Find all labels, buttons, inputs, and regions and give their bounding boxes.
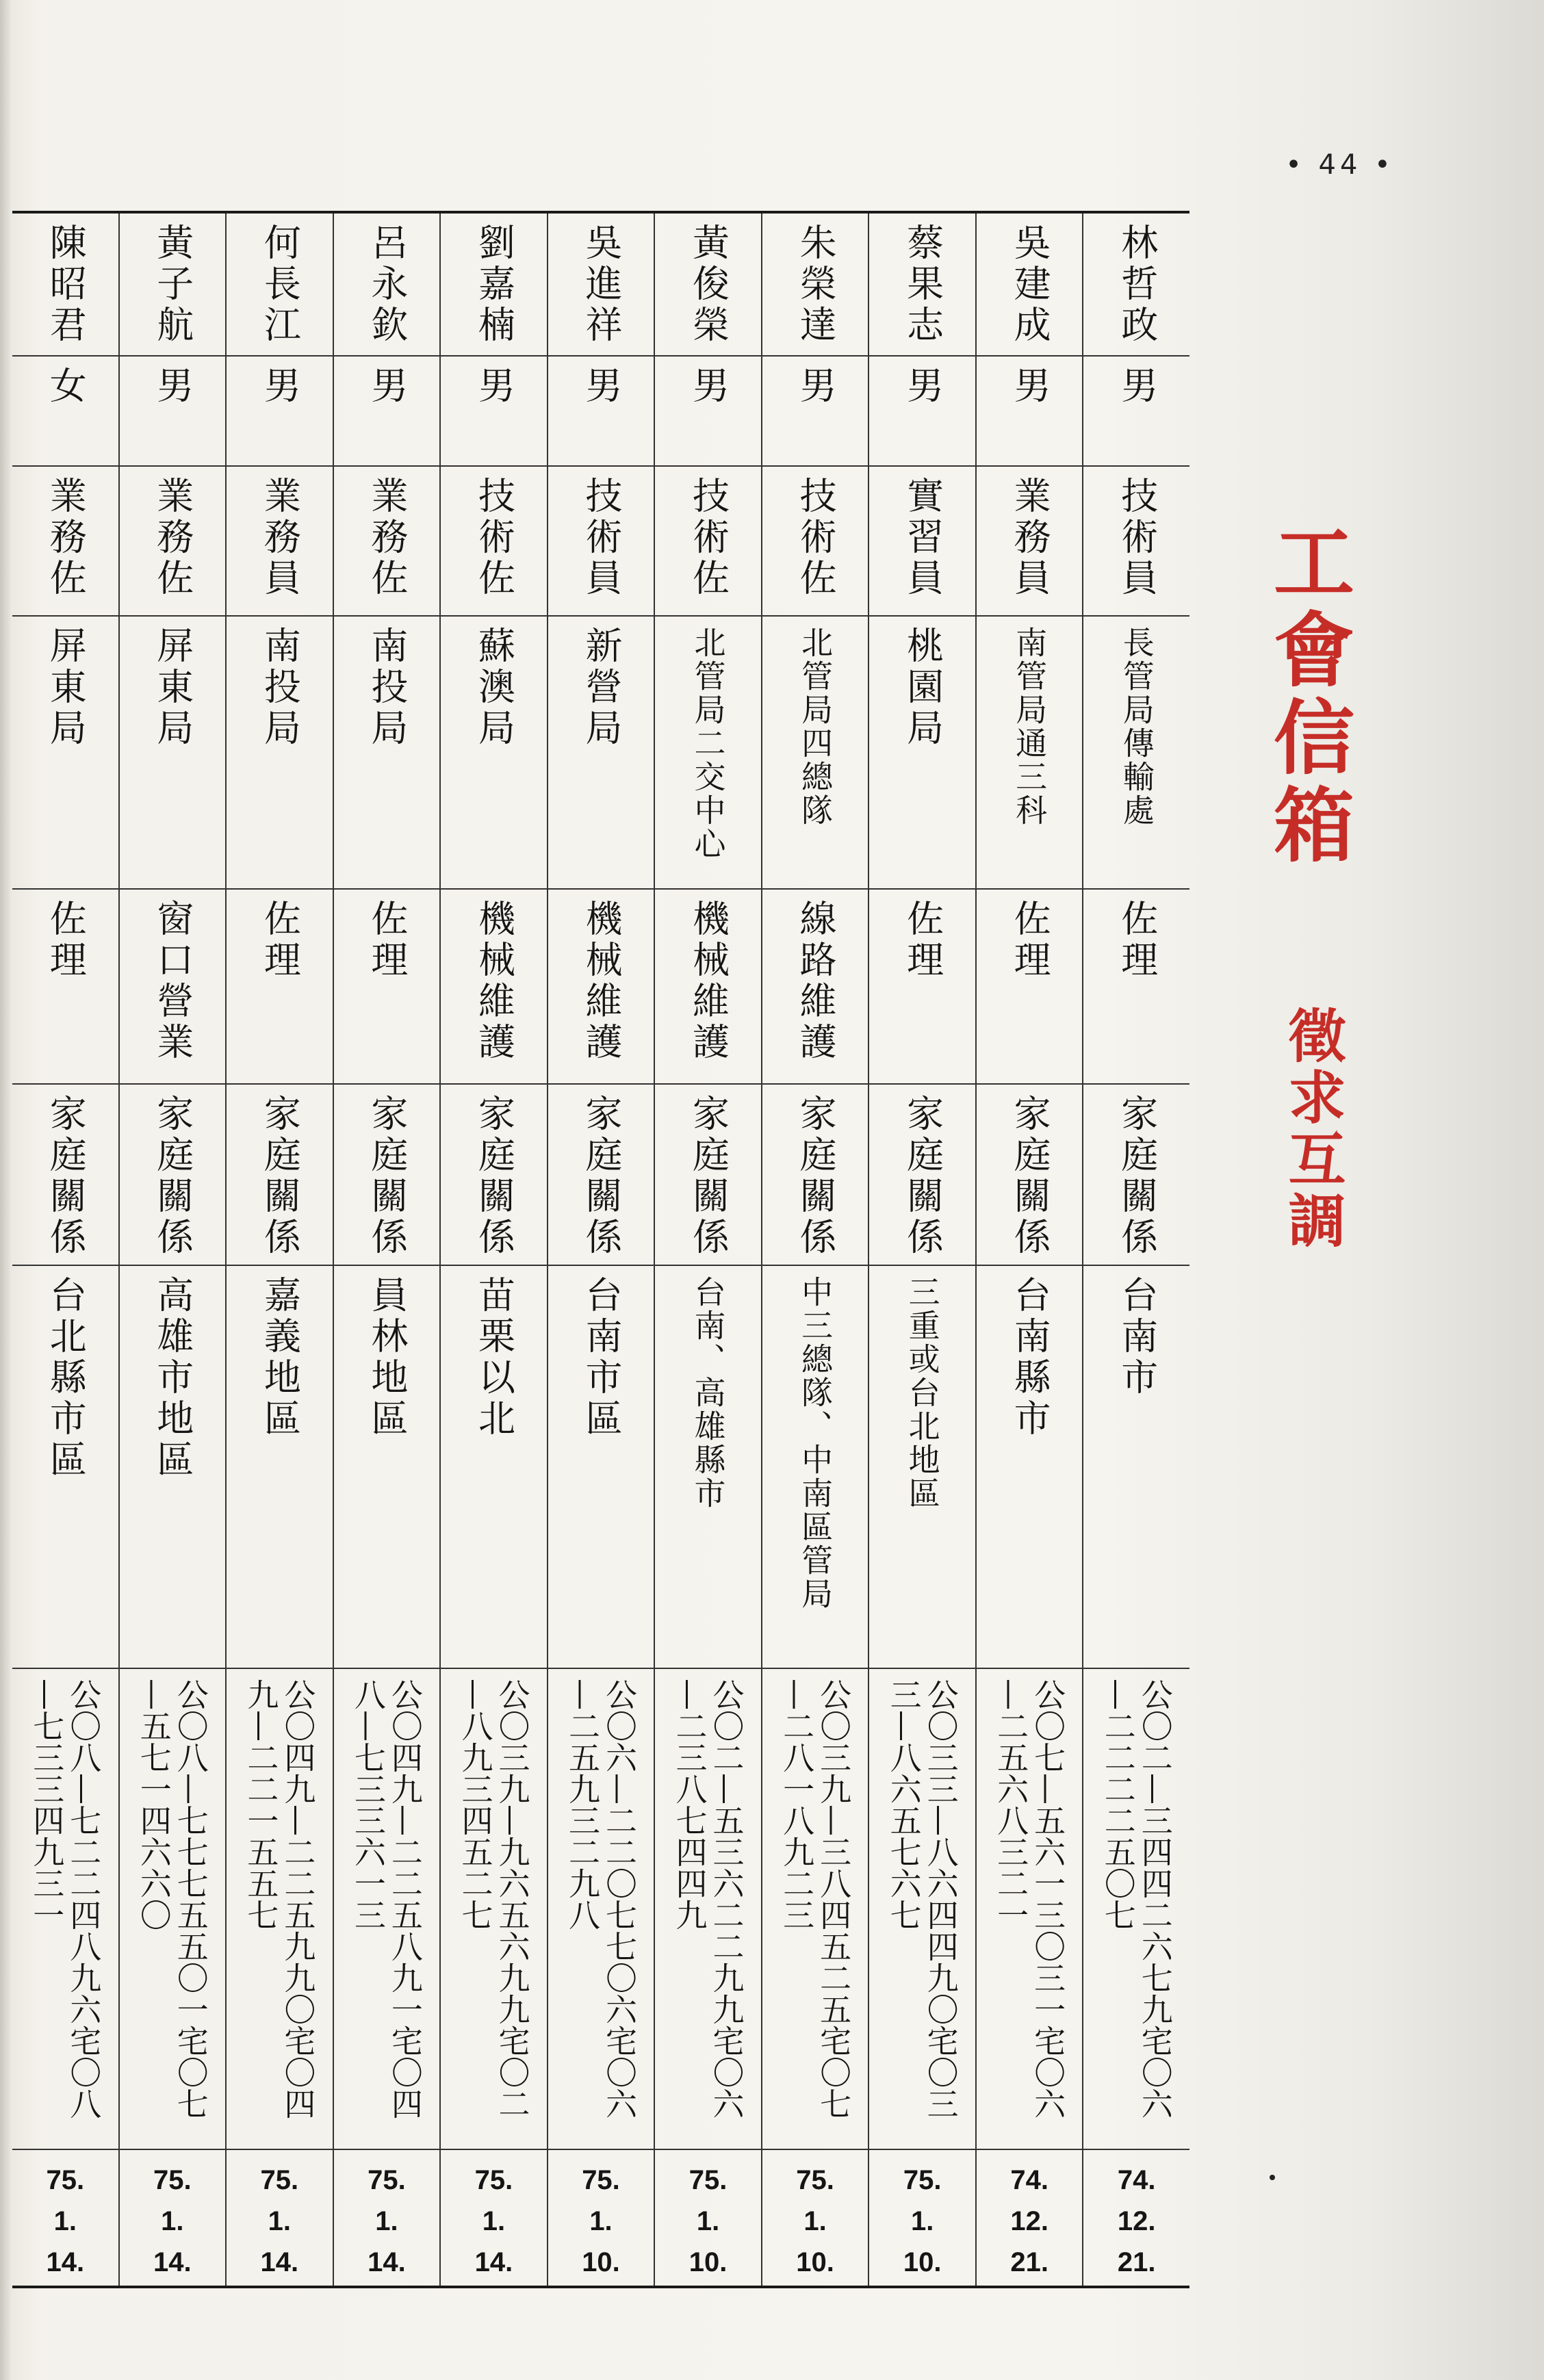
job-title-cell: 業務員	[258, 476, 302, 600]
wish-location-cell-wrapper	[441, 1266, 547, 1669]
phone-cell-wrapper	[655, 1669, 761, 2150]
job-title-cell-wrapper	[334, 467, 440, 616]
wish-location-cell-wrapper	[12, 1266, 118, 1669]
job-title-cell: 技術員	[1115, 476, 1159, 600]
reason-cell-wrapper	[227, 1085, 333, 1267]
duty-cell: 佐理	[258, 898, 302, 981]
name-cell-wrapper	[441, 214, 547, 357]
date-cell-wrapper	[869, 2150, 975, 2280]
date-cell: 74. 12. 21.	[1010, 2165, 1048, 2278]
wish-location-cell: 台南、高雄縣市	[689, 1276, 727, 1511]
reason-cell-wrapper	[120, 1085, 226, 1267]
sex-cell: 男	[901, 365, 944, 407]
phone-cell-wrapper	[977, 1669, 1083, 2150]
reason-cell: 家庭關係	[44, 1094, 88, 1258]
unit-cell-wrapper	[762, 617, 868, 890]
wish-location-cell: 台南市區	[579, 1276, 623, 1440]
name-cell-wrapper	[548, 214, 654, 357]
sex-cell-wrapper	[869, 357, 975, 467]
reason-cell-wrapper	[762, 1085, 868, 1267]
unit-cell: 南管局通三科	[1011, 625, 1048, 827]
duty-cell: 佐理	[1008, 898, 1052, 981]
sex-cell: 男	[472, 365, 516, 407]
date-cell: 75. 1. 14.	[153, 2165, 192, 2278]
date-cell-wrapper	[1083, 2150, 1189, 2280]
phone-cell: 公〇三九—三八四五二五宅〇七—二八一八九二三	[778, 1679, 853, 2120]
sex-cell: 男	[258, 365, 302, 407]
job-title-cell: 技術佐	[686, 476, 730, 600]
phone-cell: 公〇二—五三六二二九九宅〇六—二三八七四四九	[671, 1679, 745, 2120]
duty-cell: 機械維護	[472, 898, 516, 1063]
reason-cell-wrapper	[548, 1085, 654, 1267]
name-cell: 吳進祥	[579, 223, 623, 346]
wish-location-cell: 台南縣市	[1008, 1276, 1052, 1440]
wish-location-cell-wrapper	[548, 1266, 654, 1669]
job-title-cell: 技術佐	[472, 476, 516, 600]
duty-cell-wrapper	[120, 890, 226, 1085]
name-cell-wrapper	[869, 214, 975, 357]
job-title-cell-wrapper	[977, 467, 1083, 616]
sex-cell: 男	[365, 365, 409, 407]
duty-cell: 窗口營業	[151, 898, 194, 1063]
duty-cell: 機械維護	[579, 898, 623, 1063]
wish-location-cell: 嘉義地區	[258, 1276, 302, 1440]
date-cell: 75. 1. 10.	[689, 2165, 728, 2278]
reason-cell: 家庭關係	[901, 1094, 944, 1258]
date-cell: 75. 1. 10.	[582, 2165, 620, 2278]
sex-cell: 男	[151, 365, 194, 407]
duty-cell: 佐理	[44, 898, 88, 981]
job-title-cell: 實習員	[901, 476, 944, 600]
wish-location-cell: 員林地區	[365, 1276, 409, 1440]
name-cell: 蔡果志	[901, 223, 944, 346]
unit-cell-wrapper	[548, 617, 654, 890]
unit-cell-wrapper	[869, 617, 975, 890]
reason-cell: 家庭關係	[1115, 1094, 1159, 1258]
unit-cell-wrapper	[120, 617, 226, 890]
reason-cell-wrapper	[1083, 1085, 1189, 1267]
phone-cell-wrapper	[548, 1669, 654, 2150]
phone-cell: 公〇七—五六一三〇三一宅〇六—二五六八三二一	[992, 1679, 1067, 2120]
duty-cell-wrapper	[227, 890, 333, 1085]
sex-cell: 女	[44, 365, 88, 407]
phone-cell-wrapper	[441, 1669, 547, 2150]
reason-cell: 家庭關係	[579, 1094, 623, 1258]
sex-cell-wrapper	[334, 357, 440, 467]
name-cell: 吳建成	[1008, 223, 1052, 346]
entry-column	[654, 214, 761, 2286]
reason-cell: 家庭關係	[151, 1094, 194, 1258]
job-title-cell: 技術佐	[794, 476, 838, 600]
job-title-cell: 業務佐	[44, 476, 88, 600]
phone-cell: 公〇六—二二〇七七〇六宅〇六—二五九三二九八	[563, 1679, 638, 2120]
reason-cell-wrapper	[12, 1085, 118, 1267]
phone-cell: 公〇八—七七七五五〇一宅〇七—五七一四六六〇	[135, 1679, 209, 2120]
name-cell: 劉嘉楠	[472, 223, 516, 346]
wish-location-cell: 台北縣市區	[44, 1276, 88, 1482]
unit-cell: 北管局四總隊	[797, 625, 834, 827]
name-cell: 黃俊榮	[686, 223, 730, 346]
name-cell: 林哲政	[1115, 223, 1159, 346]
date-cell-wrapper	[12, 2150, 118, 2280]
reason-cell: 家庭關係	[1008, 1094, 1052, 1258]
phone-cell-wrapper	[869, 1669, 975, 2150]
reason-cell: 家庭關係	[794, 1094, 838, 1258]
date-cell: 75. 1. 14.	[46, 2165, 85, 2278]
phone-cell-wrapper	[762, 1669, 868, 2150]
duty-cell-wrapper	[655, 890, 761, 1085]
unit-cell-wrapper	[441, 617, 547, 890]
name-cell-wrapper	[1083, 214, 1189, 357]
duty-cell: 佐理	[901, 898, 944, 981]
name-cell-wrapper	[334, 214, 440, 357]
unit-cell-wrapper	[227, 617, 333, 890]
wish-location-cell: 中三總隊、中南區管局	[797, 1276, 834, 1612]
sex-cell-wrapper	[977, 357, 1083, 467]
sex-cell-wrapper	[1083, 357, 1189, 467]
duty-cell-wrapper	[1083, 890, 1189, 1085]
reason-cell: 家庭關係	[472, 1094, 516, 1258]
duty-cell: 佐理	[1115, 898, 1159, 981]
entry-column	[118, 214, 226, 2286]
job-title-cell: 業務員	[1008, 476, 1052, 600]
unit-cell: 屏東局	[151, 625, 194, 749]
sex-cell-wrapper	[548, 357, 654, 467]
wish-location-cell: 台南市	[1115, 1276, 1159, 1399]
date-cell-wrapper	[548, 2150, 654, 2280]
unit-cell: 新營局	[579, 625, 623, 749]
reason-cell: 家庭關係	[686, 1094, 730, 1258]
phone-cell: 公〇八—七二二四八九六宅〇八—七三三四九三一	[28, 1679, 103, 2120]
date-cell-wrapper	[334, 2150, 440, 2280]
date-cell: 75. 1. 14.	[260, 2165, 299, 2278]
unit-cell-wrapper	[12, 617, 118, 890]
date-cell-wrapper	[441, 2150, 547, 2280]
sex-cell-wrapper	[441, 357, 547, 467]
sex-cell: 男	[1115, 365, 1159, 407]
entry-column	[868, 214, 975, 2286]
entry-column	[547, 214, 654, 2286]
unit-cell-wrapper	[655, 617, 761, 890]
page-number: • 44 •	[1285, 149, 1395, 181]
reason-cell-wrapper	[655, 1085, 761, 1267]
phone-cell-wrapper	[227, 1669, 333, 2150]
sex-cell-wrapper	[227, 357, 333, 467]
sex-cell: 男	[1008, 365, 1052, 407]
sex-cell: 男	[794, 365, 838, 407]
wish-location-cell-wrapper	[655, 1266, 761, 1669]
date-cell: 75. 1. 14.	[368, 2165, 406, 2278]
reason-cell: 家庭關係	[258, 1094, 302, 1258]
entry-column	[975, 214, 1083, 2286]
date-cell-wrapper	[762, 2150, 868, 2280]
duty-cell-wrapper	[334, 890, 440, 1085]
name-cell-wrapper	[977, 214, 1083, 357]
duty-cell: 線路維護	[794, 898, 838, 1063]
phone-cell: 公〇四九—二二五八九一宅〇四八—七三三六一三	[349, 1679, 424, 2120]
duty-cell-wrapper	[762, 890, 868, 1085]
unit-cell-wrapper	[334, 617, 440, 890]
column-subtitle: 徵求互調	[1279, 1006, 1347, 1252]
job-title-cell-wrapper	[12, 467, 118, 616]
job-title-cell-wrapper	[869, 467, 975, 616]
sex-cell-wrapper	[762, 357, 868, 467]
job-title-cell: 業務佐	[365, 476, 409, 600]
unit-cell: 屏東局	[44, 625, 88, 749]
unit-cell: 蘇澳局	[472, 625, 516, 749]
job-title-cell-wrapper	[655, 467, 761, 616]
date-cell-wrapper	[120, 2150, 226, 2280]
wish-location-cell-wrapper	[227, 1266, 333, 1669]
job-title-cell-wrapper	[441, 467, 547, 616]
name-cell: 陳昭君	[44, 223, 88, 346]
entry-column	[12, 214, 118, 2286]
sex-cell-wrapper	[12, 357, 118, 467]
wish-location-cell-wrapper	[762, 1266, 868, 1669]
unit-cell: 南投局	[258, 625, 302, 749]
duty-cell-wrapper	[869, 890, 975, 1085]
reason-cell-wrapper	[977, 1085, 1083, 1267]
wish-location-cell: 高雄市地區	[151, 1276, 194, 1482]
reason-cell: 家庭關係	[365, 1094, 409, 1258]
job-title-cell: 業務佐	[151, 476, 194, 600]
unit-cell: 長管局傳輸處	[1118, 625, 1155, 827]
name-cell-wrapper	[655, 214, 761, 357]
date-cell: 75. 1. 10.	[796, 2165, 834, 2278]
reason-cell-wrapper	[334, 1085, 440, 1267]
reason-cell-wrapper	[441, 1085, 547, 1267]
name-cell-wrapper	[227, 214, 333, 357]
unit-cell: 桃園局	[901, 625, 944, 749]
date-cell-wrapper	[655, 2150, 761, 2280]
wish-location-cell-wrapper	[120, 1266, 226, 1669]
entry-column	[761, 214, 868, 2286]
phone-cell-wrapper	[1083, 1669, 1189, 2150]
phone-cell: 公〇三三—八六四四九〇宅〇三三—八六五七六七	[885, 1679, 960, 2120]
entry-column	[225, 214, 333, 2286]
phone-cell-wrapper	[334, 1669, 440, 2150]
reason-cell-wrapper	[869, 1085, 975, 1267]
wish-location-cell-wrapper	[869, 1266, 975, 1669]
job-title-cell-wrapper	[227, 467, 333, 616]
wish-location-cell-wrapper	[977, 1266, 1083, 1669]
phone-cell-wrapper	[120, 1669, 226, 2150]
phone-cell: 公〇四九—二二五九九〇宅〇四九—二二一五五七	[242, 1679, 317, 2120]
ink-dot	[1270, 2175, 1275, 2180]
duty-cell: 機械維護	[686, 898, 730, 1063]
wish-location-cell: 苗栗以北	[472, 1276, 516, 1440]
name-cell: 黃子航	[151, 223, 194, 346]
entry-column	[1082, 214, 1189, 2286]
unit-cell-wrapper	[977, 617, 1083, 890]
entry-column	[333, 214, 440, 2286]
phone-cell-wrapper	[12, 1669, 118, 2150]
job-title-cell-wrapper	[762, 467, 868, 616]
column-title: 工會信箱	[1260, 520, 1355, 870]
wish-location-cell: 三重或台北地區	[903, 1276, 941, 1511]
date-cell: 75. 1. 14.	[474, 2165, 513, 2278]
phone-cell: 公〇二—三四四二六七九宅〇六—二二二二五〇七	[1099, 1679, 1174, 2120]
sex-cell-wrapper	[655, 357, 761, 467]
name-cell: 何長江	[258, 223, 302, 346]
date-cell: 74. 12. 21.	[1117, 2165, 1156, 2278]
name-cell-wrapper	[120, 214, 226, 357]
wish-location-cell-wrapper	[1083, 1266, 1189, 1669]
duty-cell-wrapper	[548, 890, 654, 1085]
wish-location-cell-wrapper	[334, 1266, 440, 1669]
date-cell-wrapper	[977, 2150, 1083, 2280]
duty-cell-wrapper	[977, 890, 1083, 1085]
name-cell-wrapper	[12, 214, 118, 357]
entry-column	[439, 214, 547, 2286]
unit-cell-wrapper	[1083, 617, 1189, 890]
transfer-request-table	[12, 211, 1189, 2288]
job-title-cell-wrapper	[548, 467, 654, 616]
job-title-cell-wrapper	[120, 467, 226, 616]
unit-cell: 南投局	[365, 625, 409, 749]
sex-cell: 男	[579, 365, 623, 407]
unit-cell: 北管局二交中心	[689, 625, 727, 861]
book-spine-shadow	[0, 0, 12, 2380]
sex-cell: 男	[686, 365, 730, 407]
duty-cell: 佐理	[365, 898, 409, 981]
name-cell: 呂永欽	[365, 223, 409, 346]
name-cell: 朱榮達	[794, 223, 838, 346]
date-cell: 75. 1. 10.	[903, 2165, 942, 2278]
job-title-cell: 技術員	[579, 476, 623, 600]
job-title-cell-wrapper	[1083, 467, 1189, 616]
duty-cell-wrapper	[441, 890, 547, 1085]
phone-cell: 公〇三九—九六五六九九宅〇二—八九三四五二七	[456, 1679, 531, 2120]
duty-cell-wrapper	[12, 890, 118, 1085]
name-cell-wrapper	[762, 214, 868, 357]
date-cell-wrapper	[227, 2150, 333, 2280]
sex-cell-wrapper	[120, 357, 226, 467]
